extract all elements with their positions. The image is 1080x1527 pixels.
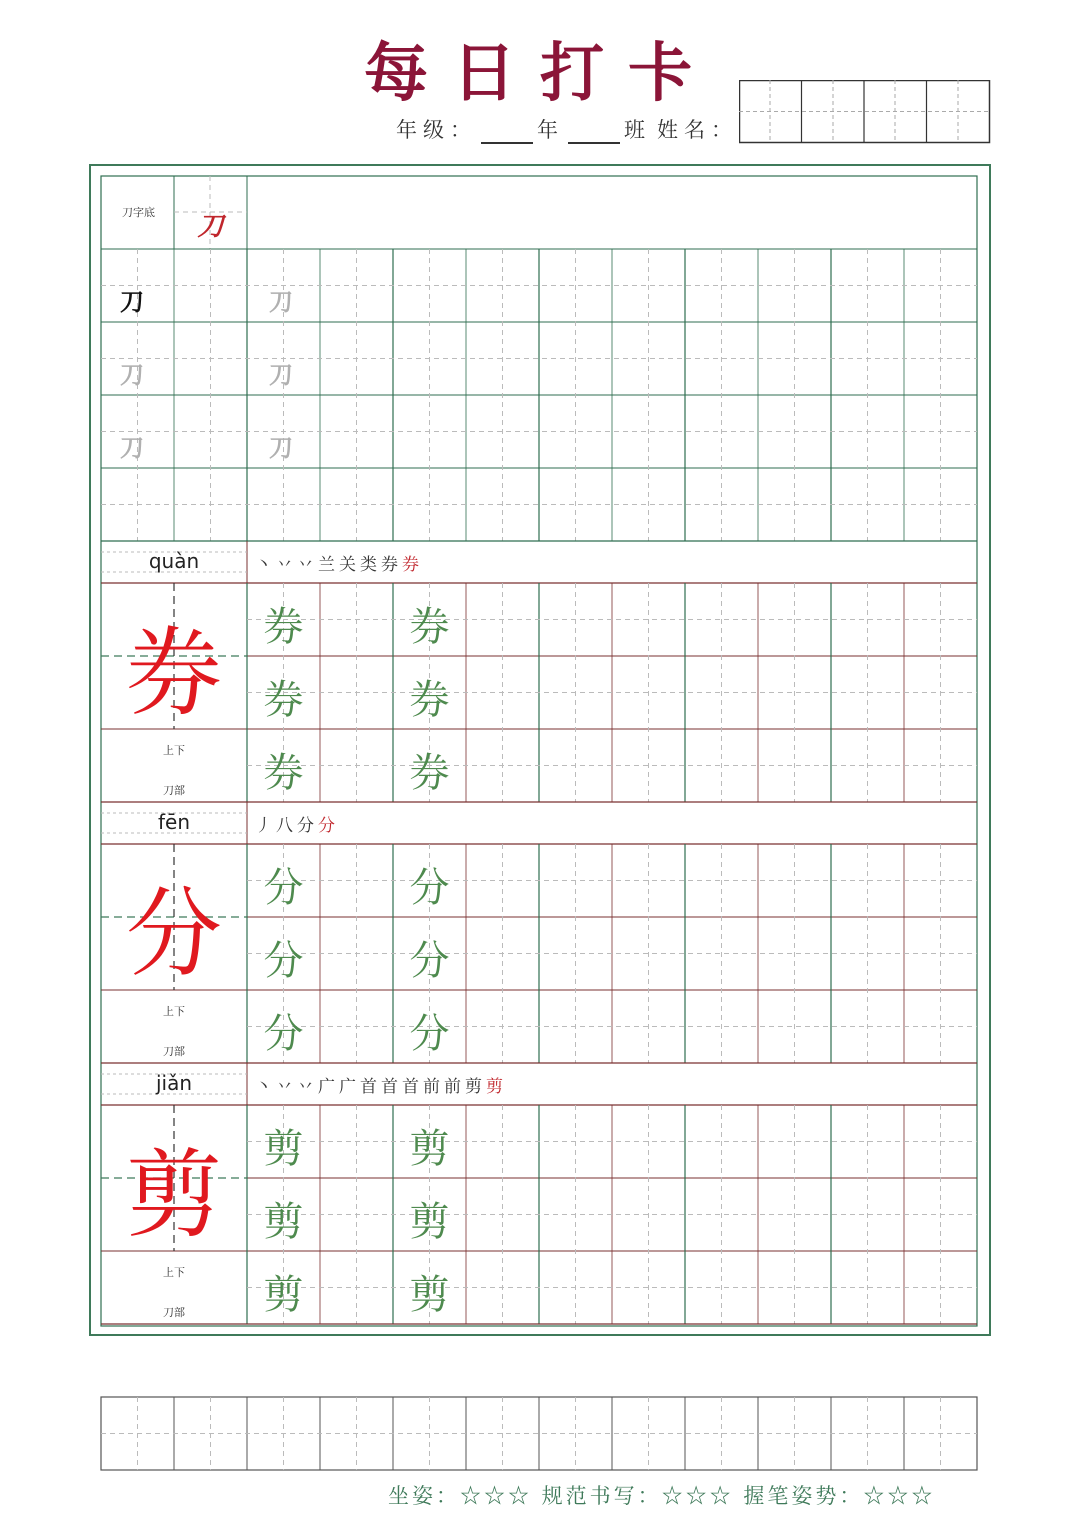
practice-char-trace: 刀: [120, 360, 144, 389]
stroke-step: 分: [297, 816, 318, 836]
stroke-step: 丶: [255, 1077, 276, 1097]
trace-character: 分: [409, 865, 450, 911]
year-label: 年: [537, 118, 564, 142]
practice-char-trace: 刀: [120, 433, 144, 462]
trace-character: 剪: [263, 1199, 304, 1245]
stroke-step: 丷: [276, 555, 297, 575]
trace-character: 剪: [409, 1126, 450, 1172]
grade-label: 年级：: [396, 118, 477, 142]
stroke-step: 剪: [465, 1077, 486, 1097]
model-character: 剪: [126, 1139, 222, 1251]
stroke-step: 兰: [318, 555, 339, 575]
stroke-step: 丷: [297, 1077, 318, 1097]
trace-character: 剪: [263, 1272, 304, 1318]
radical-label: 刀字底: [122, 206, 155, 219]
structure-label: 上下: [163, 1005, 185, 1018]
trace-character: 券: [409, 750, 450, 796]
trace-character: 分: [263, 865, 304, 911]
model-character: 分: [126, 878, 222, 990]
trace-character: 分: [409, 1011, 450, 1057]
practice-char-trace: 刀: [269, 360, 293, 389]
trace-character: 分: [263, 938, 304, 984]
pinyin-label: fēn: [157, 810, 191, 834]
trace-character: 分: [409, 938, 450, 984]
pinyin-label: jiǎn: [155, 1071, 193, 1095]
name-label: 姓名：: [657, 118, 738, 142]
trace-character: 券: [409, 604, 450, 650]
stroke-step: 首: [402, 1077, 423, 1097]
stroke-step: 八: [276, 816, 297, 836]
stroke-step-final: 分: [318, 816, 339, 836]
stroke-step: 前: [444, 1077, 465, 1097]
radical-label: 刀部: [163, 1306, 185, 1319]
stroke-step: 广: [339, 1077, 360, 1097]
structure-label: 上下: [163, 744, 185, 757]
stroke-step-final: 剪: [486, 1077, 507, 1097]
trace-character: 剪: [409, 1272, 450, 1318]
practice-char-trace: 刀: [269, 287, 293, 316]
stroke-step: 券: [381, 555, 402, 575]
trace-character: 剪: [263, 1126, 304, 1172]
model-character: 券: [126, 617, 222, 729]
pinyin-label: quàn: [148, 549, 200, 573]
stroke-step: 丿: [255, 816, 276, 836]
evaluation-footer: 坐姿：☆☆☆ 规范书写：☆☆☆ 握笔姿势：☆☆☆: [388, 1484, 936, 1508]
stroke-step: 类: [360, 555, 381, 575]
practice-char-trace: 刀: [269, 433, 293, 462]
trace-character: 券: [409, 677, 450, 723]
radical-label: 刀部: [163, 784, 185, 797]
trace-character: 券: [263, 677, 304, 723]
stroke-step: 首: [381, 1077, 402, 1097]
practice-char-model: 刀: [120, 287, 144, 316]
stroke-step: 丶: [255, 555, 276, 575]
stroke-step: 关: [339, 555, 360, 575]
stroke-step: 丷: [297, 555, 318, 575]
structure-label: 上下: [163, 1266, 185, 1279]
trace-character: 券: [263, 750, 304, 796]
trace-character: 剪: [409, 1199, 450, 1245]
radical-char: 刀: [197, 212, 224, 242]
class-label: 班: [624, 118, 651, 142]
page-title: 每日打卡: [364, 36, 716, 111]
trace-character: 分: [263, 1011, 304, 1057]
stroke-step: 前: [423, 1077, 444, 1097]
trace-character: 券: [263, 604, 304, 650]
radical-label: 刀部: [163, 1045, 185, 1058]
stroke-step: 丷: [276, 1077, 297, 1097]
stroke-step: 广: [318, 1077, 339, 1097]
stroke-step: 首: [360, 1077, 381, 1097]
stroke-step-final: 券: [402, 555, 423, 575]
